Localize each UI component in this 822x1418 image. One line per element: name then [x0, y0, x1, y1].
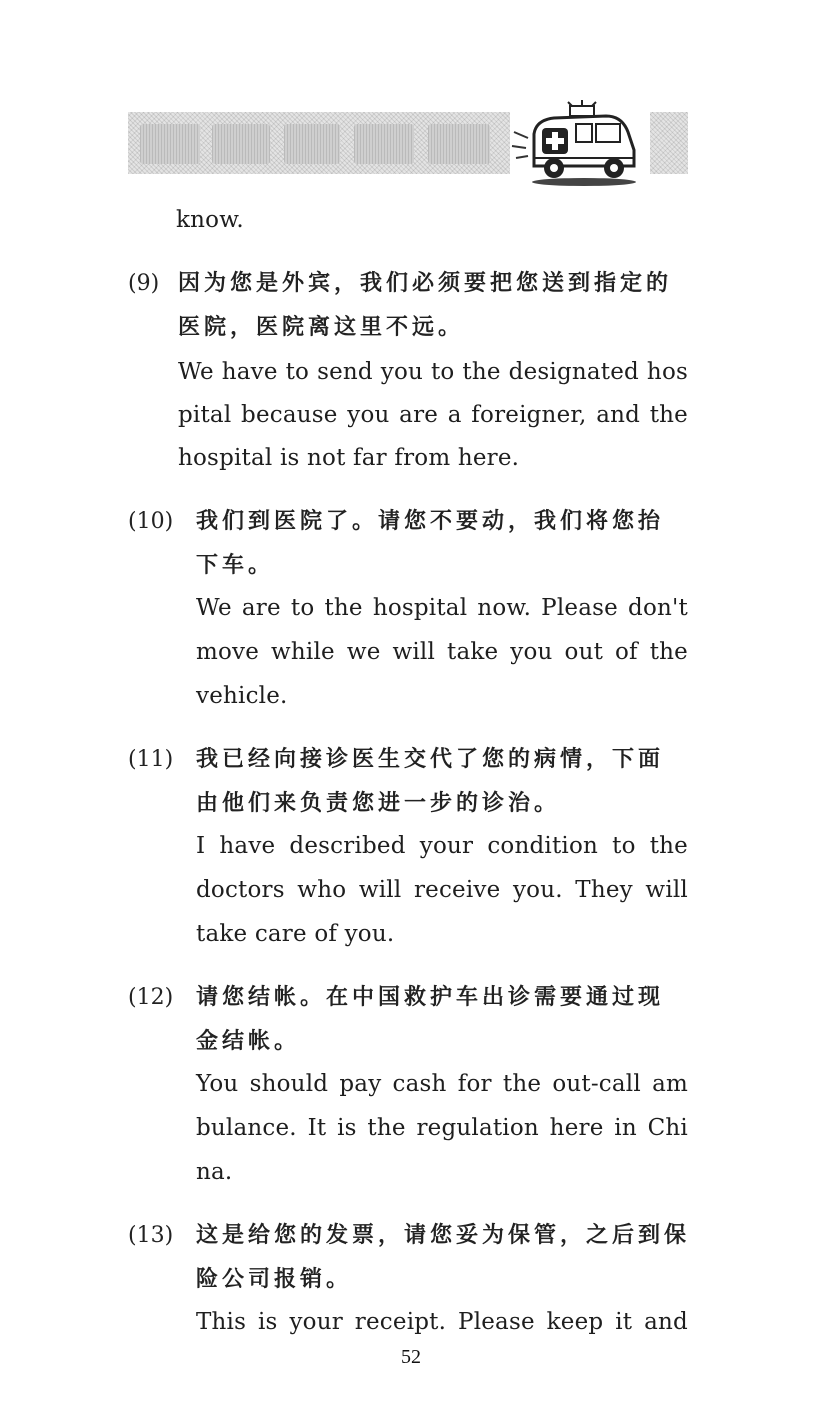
item-en-line: bulance. It is the regulation here in Chi — [196, 1115, 688, 1141]
item-number: (13) — [128, 1223, 174, 1248]
item-en-line: You should pay cash for the out-call am — [196, 1071, 688, 1097]
item-zh-line: 这是给您的发票，请您妥为保管，之后到保 — [196, 1223, 691, 1248]
item-en-line: I have described your condition to the — [196, 833, 688, 859]
ambulance-icon — [510, 98, 650, 188]
item-number: (9) — [128, 271, 160, 296]
page-number: 52 — [401, 1346, 421, 1368]
item-en-line: vehicle. — [196, 683, 288, 709]
item-zh-line: 医院，医院离这里不远。 — [178, 315, 465, 340]
item-number: (10) — [128, 509, 174, 534]
item-en-line: We have to send you to the designated hos — [178, 359, 688, 385]
item-zh-line: 我们到医院了。请您不要动，我们将您抬 — [196, 509, 665, 534]
item-number: (11) — [128, 747, 174, 772]
item-en-line: take care of you. — [196, 921, 395, 947]
item-zh-line: 请您结帐。在中国救护车出诊需要通过现 — [196, 985, 665, 1010]
item-zh-line: 由他们来负责您进一步的诊治。 — [196, 791, 561, 816]
item-en-line: hospital is not far from here. — [178, 445, 520, 471]
item-zh-line: 金结帐。 — [196, 1029, 301, 1054]
item-en-line: move while we will take you out of the — [196, 639, 688, 665]
item-en-line: doctors who will receive you. They will — [196, 877, 688, 903]
item-zh-line: 我已经向接诊医生交代了您的病情，下面 — [196, 747, 665, 772]
continuation-text: know. — [176, 207, 244, 233]
item-en-line: This is your receipt. Please keep it and — [196, 1309, 688, 1335]
item-en-line: na. — [196, 1159, 233, 1185]
item-zh-line: 下车。 — [196, 553, 275, 578]
item-en-line: pital because you are a foreigner, and the — [178, 402, 688, 428]
item-number: (12) — [128, 985, 174, 1010]
item-zh-line: 险公司报销。 — [196, 1267, 353, 1292]
item-zh-line: 因为您是外宾，我们必须要把您送到指定的 — [178, 271, 673, 296]
item-en-line: We are to the hospital now. Please don't — [196, 595, 688, 621]
